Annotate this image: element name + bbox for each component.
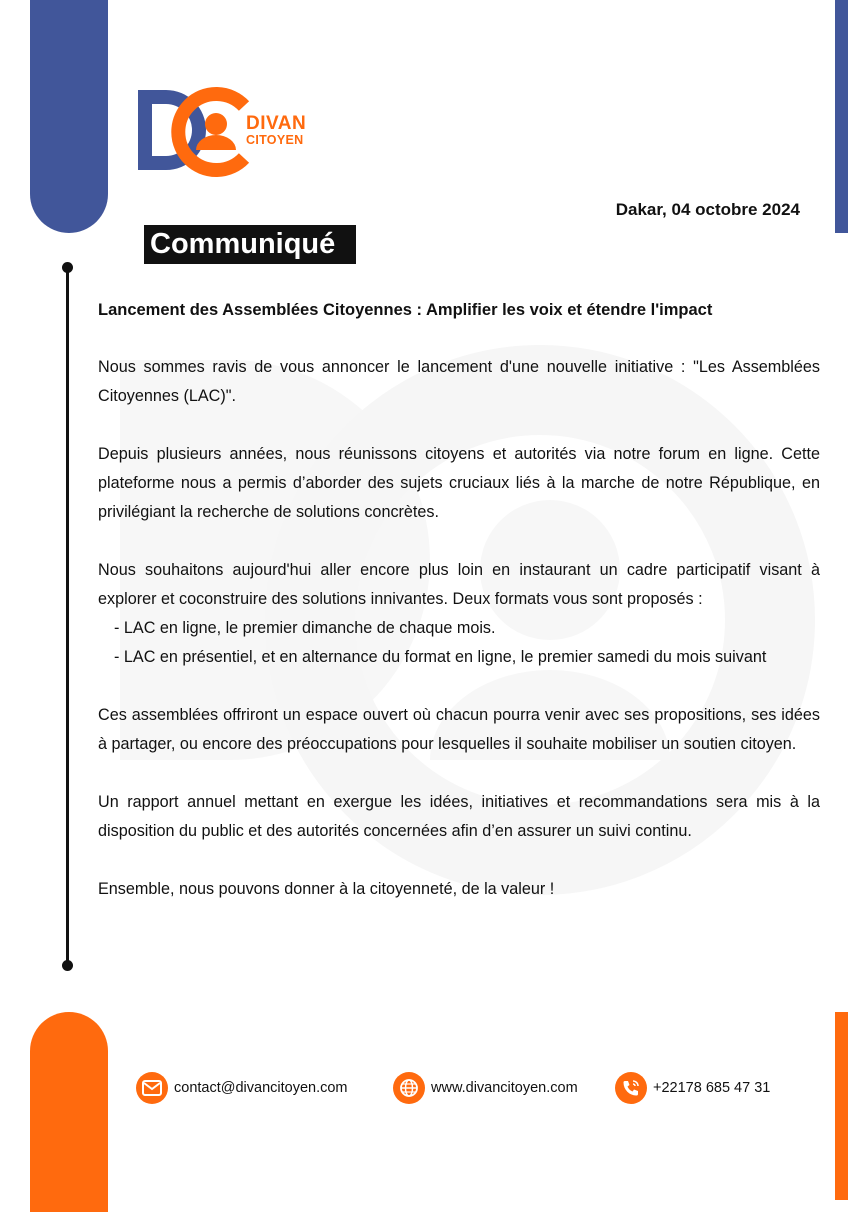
logo-line-citoyen: CITOYEN: [246, 133, 304, 147]
bullet-item: - LAC en présentiel, et en alternance du format en ligne, le premier samedi du mois suivant: [114, 648, 767, 666]
paragraph: Nous sommes ravis de vous annoncer le lancement d'une nouvelle initiative : "Les Assemblées Citoyennes (LAC)".: [98, 358, 820, 405]
paragraph: Depuis plusieurs années, nous réunissons citoyens et autorités via notre forum en ligne. Cette plateforme nous a permis d’aborder des sujets cruciaux liés à la marche de notre République, en privilégiant la recherche de solutions concrètes.: [98, 445, 820, 521]
bullet-item: - LAC en ligne, le premier dimanche de chaque mois.: [114, 619, 496, 637]
bottom-left-orange-bar: [30, 1012, 108, 1212]
phone-icon: [615, 1072, 647, 1104]
headline: Lancement des Assemblées Citoyennes : Amplifier les voix et étendre l'impact: [98, 301, 713, 319]
footer-website-text: www.divancitoyen.com: [431, 1080, 578, 1096]
bottom-right-orange-bar: [835, 1012, 848, 1200]
logo-wordmark: [246, 114, 306, 147]
footer-email-text: contact@divancitoyen.com: [174, 1080, 348, 1096]
globe-icon: [393, 1072, 425, 1104]
logo-line-divan: DIVAN: [246, 113, 307, 134]
footer-phone-text: +22178 685 47 31: [653, 1080, 771, 1096]
communique-banner: Communiqué: [144, 225, 356, 264]
paragraph: Ensemble, nous pouvons donner à la citoyenneté, de la valeur !: [98, 880, 555, 898]
timeline-line: [66, 267, 69, 967]
timeline-dot-top: [62, 262, 73, 273]
paragraph: Un rapport annuel mettant en exergue les idées, initiatives et recommandations sera mis à la disposition du public et des autorités concernées afin d’en assurer un suivi continu.: [98, 793, 820, 840]
top-right-blue-bar: [835, 0, 848, 233]
document-date: Dakar, 04 octobre 2024: [615, 200, 800, 219]
paragraph: Nous souhaitons aujourd'hui aller encore plus loin en instaurant un cadre participatif visant à explorer et coconstruire des solutions innivantes. Deux formats vous sont proposés :: [98, 561, 820, 608]
timeline-dot-bottom: [62, 960, 73, 971]
footer-email[interactable]: [136, 1072, 348, 1104]
communique-body: [98, 296, 820, 904]
footer-phone[interactable]: [615, 1072, 770, 1104]
paragraph: Ces assemblées offriront un espace ouvert où chacun pourra venir avec ses propositions, ses idées à partager, ou encore des préoccupations pour lesquelles il souhaite mobiliser un soutien citoyen.: [98, 706, 820, 753]
top-left-blue-bar: [30, 0, 108, 233]
footer-website[interactable]: [393, 1072, 578, 1104]
envelope-icon: [136, 1072, 168, 1104]
